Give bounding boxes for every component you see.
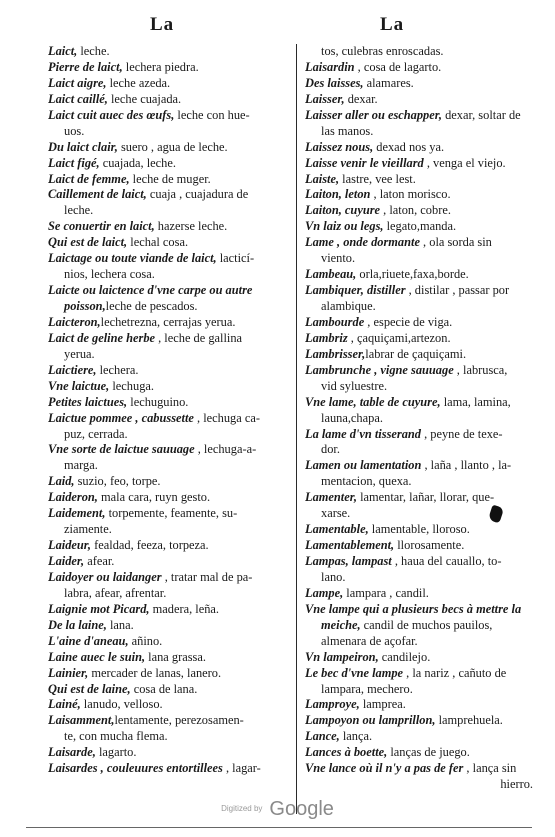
headword: L'aine d'aneau, xyxy=(48,633,129,648)
gloss: labrar de çaquiçami. xyxy=(365,346,467,361)
column-divider xyxy=(296,44,297,814)
left-column xyxy=(48,44,290,777)
gloss: leche de pescados. xyxy=(105,299,198,313)
left-running-header: La xyxy=(150,14,175,35)
entry-line xyxy=(305,411,533,427)
right-column xyxy=(305,44,533,793)
gloss: , ola sorda sin xyxy=(419,235,492,250)
gloss: lechuga. xyxy=(109,378,154,393)
headword: Laict figé, xyxy=(48,155,100,170)
digitized-by-text: Digitized by xyxy=(221,804,263,813)
headword: Des laisses, xyxy=(305,75,364,90)
headword: Lampoyon ou lamprillon, xyxy=(305,713,436,728)
entry-line xyxy=(305,697,533,713)
entry-line xyxy=(48,124,290,140)
gloss: lampara, mechero. xyxy=(321,681,413,696)
gloss: lacticí- xyxy=(216,251,255,266)
gloss: afear. xyxy=(84,554,115,568)
gloss: suzio, feo, torpe. xyxy=(74,474,161,489)
headword: Le bec d'vne lampe xyxy=(305,665,404,680)
entry-line xyxy=(305,331,533,347)
entry-line xyxy=(48,347,290,363)
headword: Laicteron, xyxy=(48,314,101,329)
gloss: las manos. xyxy=(321,123,374,138)
gloss: lamentar, lañar, llorar, que- xyxy=(356,490,495,505)
headword: Laisardin xyxy=(305,59,355,74)
entry-line xyxy=(48,442,290,458)
gloss: suero , agua de leche. xyxy=(117,139,228,154)
gloss: leche con hue- xyxy=(174,107,250,122)
entry-line xyxy=(305,522,533,538)
entry-line xyxy=(48,156,290,172)
entry-line xyxy=(305,363,533,379)
entry-line xyxy=(48,251,290,267)
gloss: mentacion, quexa. xyxy=(321,474,412,489)
entry-line xyxy=(305,745,533,761)
gloss: lama, lamina, xyxy=(440,394,511,409)
gloss: hazerse leche. xyxy=(154,219,228,234)
headword: De la laine, xyxy=(48,617,107,632)
entry-line xyxy=(48,283,290,299)
gloss: , laton morisco. xyxy=(370,187,451,202)
gloss: tos, culebras enroscadas. xyxy=(321,44,444,58)
scan-footer xyxy=(0,798,555,821)
gloss: , cosa de lagarto. xyxy=(354,59,442,74)
entry-line xyxy=(48,92,290,108)
gloss: , la nariz , cañuto de xyxy=(403,665,507,680)
gloss: dexar. xyxy=(344,91,378,106)
bottom-rule xyxy=(26,827,532,828)
headword: Laisser, xyxy=(305,91,345,106)
headword: Qui est de laine, xyxy=(48,681,131,696)
headword: Lampas, lampast xyxy=(305,554,392,568)
gloss: torpemente, feamente, su- xyxy=(105,506,238,521)
entry-line xyxy=(48,745,290,761)
right-running-header: La xyxy=(380,14,405,35)
entry-line xyxy=(305,713,533,729)
entry-line xyxy=(305,60,533,76)
gloss: alamares. xyxy=(363,75,414,90)
gloss: lanças de juego. xyxy=(387,745,470,760)
headword: Vn lampeiron, xyxy=(305,649,379,664)
gloss: leche. xyxy=(77,44,110,58)
headword: poisson, xyxy=(64,299,106,313)
gloss: leche. xyxy=(64,203,94,218)
headword: Laisamment, xyxy=(48,713,115,728)
headword: Laignie mot Picard, xyxy=(48,601,150,616)
gloss: lechuguino. xyxy=(127,394,189,409)
gloss: yerua. xyxy=(64,346,95,361)
gloss: alambique. xyxy=(321,299,376,313)
headword: Lainé, xyxy=(48,697,81,712)
entry-line xyxy=(48,522,290,538)
gloss: cosa de lana. xyxy=(130,681,198,696)
entry-line xyxy=(48,666,290,682)
entry-line xyxy=(48,108,290,124)
entry-line xyxy=(48,682,290,698)
headword: Lamentablement, xyxy=(305,538,395,553)
entry-line xyxy=(48,140,290,156)
entry-line xyxy=(305,458,533,474)
gloss: xarse. xyxy=(321,506,351,521)
entry-line xyxy=(48,187,290,203)
headword: Laict cuit auec des œufs, xyxy=(48,107,175,122)
entry-line xyxy=(305,427,533,443)
headword: Laissez nous, xyxy=(305,139,374,154)
gloss: lechera. xyxy=(96,362,139,377)
gloss: leche de muger. xyxy=(129,171,211,186)
headword: meiche, xyxy=(321,617,361,632)
headword: Lambiquer, distiller xyxy=(305,283,406,298)
headword: Vne lance où il n'y a pas de fer xyxy=(305,761,464,776)
entry-line xyxy=(305,235,533,251)
gloss: llorosamente. xyxy=(394,538,465,553)
entry-line xyxy=(48,729,290,745)
headword: Pierre de laict, xyxy=(48,59,123,74)
gloss: lastre, vee lest. xyxy=(339,171,416,186)
entry-line xyxy=(305,187,533,203)
entry-line xyxy=(48,267,290,283)
entry-line xyxy=(305,554,533,570)
entry-line xyxy=(305,76,533,92)
gloss: mala cara, ruyn gesto. xyxy=(97,490,211,505)
headword: Vne lame, table de cuyure, xyxy=(305,394,441,409)
entry-line xyxy=(305,650,533,666)
gloss: lança. xyxy=(339,729,373,744)
entry-line xyxy=(305,379,533,395)
gloss: , tratar mal de pa- xyxy=(161,569,253,584)
entry-line xyxy=(305,315,533,331)
gloss: puz, cerrada. xyxy=(64,426,128,441)
headword: Du laict clair, xyxy=(48,139,118,154)
entry-line xyxy=(305,203,533,219)
entry-line xyxy=(305,395,533,411)
headword: Qui est de laict, xyxy=(48,235,128,250)
gloss: , peyne de texe- xyxy=(421,426,503,441)
gloss: , lechuga-a- xyxy=(194,442,257,457)
entry-line xyxy=(48,458,290,474)
entry-line xyxy=(305,777,533,793)
headword: Laideur, xyxy=(48,538,92,553)
entry-line xyxy=(48,697,290,713)
entry-line xyxy=(305,538,533,554)
entry-line xyxy=(48,713,290,729)
entry-line xyxy=(305,251,533,267)
entry-line xyxy=(305,267,533,283)
gloss: lamprehuela. xyxy=(435,713,503,728)
gloss: lechal cosa. xyxy=(127,235,189,250)
headword: Laictiere, xyxy=(48,362,97,377)
gloss: dexar, soltar de xyxy=(442,107,521,122)
headword: Laict aigre, xyxy=(48,75,107,90)
entry-line xyxy=(305,283,533,299)
entry-line xyxy=(48,538,290,554)
gloss: lampara , candil. xyxy=(343,585,429,600)
entry-line xyxy=(48,315,290,331)
entry-line xyxy=(305,618,533,634)
headword: Lamentable, xyxy=(305,522,369,537)
entry-line xyxy=(48,363,290,379)
gloss: cuajada, leche. xyxy=(99,155,176,170)
headword: Laisse venir le vieillard xyxy=(305,155,424,170)
gloss: ziamente. xyxy=(64,522,112,537)
headword: Lambriz xyxy=(305,330,348,345)
headword: Lambrisser, xyxy=(305,346,366,361)
gloss: lano. xyxy=(321,569,346,584)
entry-line xyxy=(48,554,290,570)
gloss: añino. xyxy=(128,633,163,648)
headword: Laisarde, xyxy=(48,745,96,760)
entry-line xyxy=(48,379,290,395)
headword: Petites laictues, xyxy=(48,394,128,409)
entry-line xyxy=(48,411,290,427)
headword: Laicte ou laictence d'vne carpe ou autre xyxy=(48,283,253,298)
gloss: , laña , llanto , la- xyxy=(421,458,512,473)
entry-line xyxy=(48,395,290,411)
entry-line xyxy=(48,331,290,347)
entry-line xyxy=(305,219,533,235)
entry-line xyxy=(305,761,533,777)
entry-line xyxy=(48,44,290,60)
headword: Lamenter, xyxy=(305,490,357,505)
gloss: legato,manda. xyxy=(383,219,457,234)
entry-line xyxy=(305,586,533,602)
gloss: te, con mucha flema. xyxy=(64,729,168,744)
gloss: mercader de lanas, lanero. xyxy=(88,665,222,680)
headword: Vne sorte de laictue sauuage xyxy=(48,442,195,457)
entry-line xyxy=(48,761,290,777)
entry-line xyxy=(305,442,533,458)
entry-line xyxy=(48,490,290,506)
headword: Vne laictue, xyxy=(48,378,110,393)
gloss: lana. xyxy=(106,617,134,632)
entry-line xyxy=(305,44,533,60)
headword: Lances à boette, xyxy=(305,745,388,760)
entry-line xyxy=(305,172,533,188)
gloss: , venga el viejo. xyxy=(423,155,506,170)
entry-line xyxy=(305,156,533,172)
gloss: cuaja , cuajadura de xyxy=(146,187,249,202)
gloss: , distilar , passar por xyxy=(405,283,510,298)
entry-line xyxy=(305,666,533,682)
headword: Lame , onde dormante xyxy=(305,235,420,250)
headword: Laine auec le suin, xyxy=(48,649,146,664)
entry-line xyxy=(48,650,290,666)
gloss: lana grassa. xyxy=(145,649,206,664)
gloss: lamprea. xyxy=(359,697,406,712)
entry-line xyxy=(48,618,290,634)
headword: Lampe, xyxy=(305,585,344,600)
entry-line xyxy=(305,124,533,140)
gloss: hierro. xyxy=(500,777,533,792)
gloss: , haua del cauallo, to- xyxy=(391,554,502,568)
gloss: labra, afear, afrentar. xyxy=(64,585,167,600)
entry-line xyxy=(305,108,533,124)
gloss: lamentable, lloroso. xyxy=(368,522,470,537)
gloss: vid syluestre. xyxy=(321,378,388,393)
gloss: lagarto. xyxy=(95,745,137,760)
entry-line xyxy=(48,602,290,618)
headword: Vn laiz ou legs, xyxy=(305,219,384,234)
headword: Laict de femme, xyxy=(48,171,130,186)
headword: Lance, xyxy=(305,729,340,744)
gloss: viento. xyxy=(321,251,356,266)
headword: Laider, xyxy=(48,554,85,568)
headword: Lainier, xyxy=(48,665,89,680)
entry-line xyxy=(305,140,533,156)
headword: La lame d'vn tisserand xyxy=(305,426,421,441)
gloss: , leche de gallina xyxy=(155,330,243,345)
gloss: lechetrezna, cerrajas yerua. xyxy=(100,314,236,329)
headword: Laiton, cuyure xyxy=(305,203,381,218)
headword: Laiton, leton xyxy=(305,187,371,202)
gloss: lanudo, velloso. xyxy=(80,697,163,712)
gloss: leche azeda. xyxy=(106,75,171,90)
headword: Laictue pommee , cabussette xyxy=(48,410,194,425)
gloss: , lagar- xyxy=(222,761,261,776)
entry-line xyxy=(305,347,533,363)
headword: Lambeau, xyxy=(305,267,357,282)
entry-line xyxy=(48,76,290,92)
gloss: launa,chapa. xyxy=(321,410,383,425)
gloss: , lechuga ca- xyxy=(193,410,260,425)
entry-line xyxy=(305,299,533,315)
headword: Laict de geline herbe xyxy=(48,330,156,345)
entry-line xyxy=(48,474,290,490)
entry-line xyxy=(305,682,533,698)
gloss: , lança sin xyxy=(463,761,517,776)
entry-line xyxy=(48,634,290,650)
headword: Laict caillé, xyxy=(48,91,108,106)
entry-line xyxy=(305,729,533,745)
entry-line xyxy=(305,92,533,108)
headword: Laidement, xyxy=(48,506,106,521)
gloss: candil de muchos pauilos, xyxy=(360,617,493,632)
gloss: dexad nos ya. xyxy=(373,139,445,154)
headword: Laideron, xyxy=(48,490,98,505)
headword: Laictage ou toute viande de laict, xyxy=(48,251,217,266)
gloss: almenara de açofar. xyxy=(321,633,418,648)
google-logo: Google xyxy=(269,798,334,820)
headword: Se conuertir en laict, xyxy=(48,219,155,234)
gloss: , laton, cobre. xyxy=(380,203,451,218)
entry-line xyxy=(48,235,290,251)
headword: Vne lampe qui a plusieurs becs à mettre la xyxy=(305,601,522,616)
gloss: marga. xyxy=(64,458,98,473)
gloss: , labrusca, xyxy=(453,362,508,377)
entry-line xyxy=(48,570,290,586)
gloss: nios, lechera cosa. xyxy=(64,267,155,282)
gloss: leche cuajada. xyxy=(107,91,182,106)
entry-line xyxy=(48,506,290,522)
headword: Laisardes , couleuures entortillees xyxy=(48,761,223,776)
headword: Laid, xyxy=(48,474,75,489)
entry-line xyxy=(305,570,533,586)
entry-line xyxy=(305,602,533,618)
headword: Lamproye, xyxy=(305,697,360,712)
entry-line xyxy=(48,427,290,443)
headword: Lambrunche , vigne sauuage xyxy=(305,362,454,377)
entry-line xyxy=(48,172,290,188)
gloss: , especie de viga. xyxy=(364,314,453,329)
headword: Lamen ou lamentation xyxy=(305,458,422,473)
gloss: dor. xyxy=(321,442,340,457)
gloss: uos. xyxy=(64,123,85,138)
gloss: lechera piedra. xyxy=(122,59,199,74)
entry-line xyxy=(305,474,533,490)
gloss: madera, leña. xyxy=(149,601,220,616)
entry-line xyxy=(48,299,290,315)
gloss: fealdad, feeza, torpeza. xyxy=(91,538,209,553)
headword: Laict, xyxy=(48,44,78,58)
entry-line xyxy=(48,60,290,76)
headword: Lambourde xyxy=(305,314,365,329)
headword: Caillement de laict, xyxy=(48,187,147,202)
headword: Laiste, xyxy=(305,171,340,186)
entry-line xyxy=(305,634,533,650)
gloss: , çaquiçami,artezon. xyxy=(347,330,451,345)
gloss: candilejo. xyxy=(378,649,431,664)
entry-line xyxy=(48,203,290,219)
headword: Laidoyer ou laidanger xyxy=(48,569,162,584)
entry-line xyxy=(305,490,533,506)
gloss: orla,riuete,faxa,borde. xyxy=(356,267,469,282)
entry-line xyxy=(48,219,290,235)
entry-line xyxy=(48,586,290,602)
gloss: lentamente, perezosamen- xyxy=(114,713,244,728)
headword: Laisser aller ou eschapper, xyxy=(305,107,442,122)
